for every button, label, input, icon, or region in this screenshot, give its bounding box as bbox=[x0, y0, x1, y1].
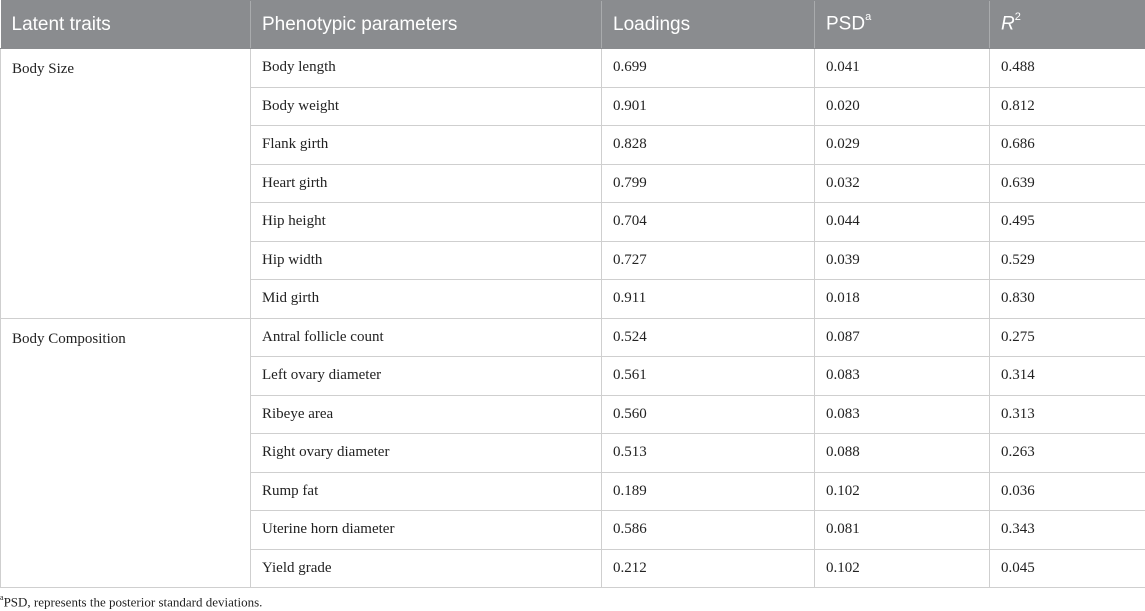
loading-cell: 0.524 bbox=[602, 318, 815, 357]
psd-cell: 0.018 bbox=[815, 280, 990, 319]
table-row bbox=[1, 49, 1145, 88]
parameter-cell: Rump fat bbox=[251, 472, 602, 511]
table-body bbox=[1, 49, 1145, 588]
header-psd-label: PSD bbox=[826, 13, 866, 35]
psd-cell: 0.083 bbox=[815, 357, 990, 396]
loading-cell: 0.189 bbox=[602, 472, 815, 511]
loading-cell: 0.561 bbox=[602, 357, 815, 396]
table-header bbox=[1, 1, 1145, 49]
loading-cell: 0.911 bbox=[602, 280, 815, 319]
latent-trait-cell: Body Composition bbox=[1, 318, 251, 588]
header-r2-label: R bbox=[1001, 13, 1015, 35]
psd-cell: 0.032 bbox=[815, 164, 990, 203]
footnote-text: PSD, represents the posterior standard deviations. bbox=[3, 594, 263, 610]
header-psd bbox=[815, 1, 990, 49]
psd-cell: 0.087 bbox=[815, 318, 990, 357]
header-r2 bbox=[990, 1, 1145, 49]
loading-cell: 0.586 bbox=[602, 511, 815, 550]
header-r2-exponent: 2 bbox=[1014, 11, 1021, 24]
psd-cell: 0.029 bbox=[815, 126, 990, 165]
parameter-cell: Right ovary diameter bbox=[251, 434, 602, 473]
table-row bbox=[1, 318, 1145, 357]
loading-cell: 0.704 bbox=[602, 203, 815, 242]
r2-cell: 0.812 bbox=[990, 87, 1145, 126]
parameter-cell: Hip width bbox=[251, 241, 602, 280]
psd-cell: 0.041 bbox=[815, 49, 990, 88]
psd-cell: 0.088 bbox=[815, 434, 990, 473]
parameter-cell: Mid girth bbox=[251, 280, 602, 319]
parameter-cell: Flank girth bbox=[251, 126, 602, 165]
r2-cell: 0.488 bbox=[990, 49, 1145, 88]
psd-cell: 0.020 bbox=[815, 87, 990, 126]
table-footnote bbox=[0, 594, 262, 610]
r2-cell: 0.036 bbox=[990, 472, 1145, 511]
parameter-cell: Left ovary diameter bbox=[251, 357, 602, 396]
loading-cell: 0.513 bbox=[602, 434, 815, 473]
loading-cell: 0.828 bbox=[602, 126, 815, 165]
parameter-cell: Hip height bbox=[251, 203, 602, 242]
parameter-cell: Body weight bbox=[251, 87, 602, 126]
r2-cell: 0.495 bbox=[990, 203, 1145, 242]
latent-trait-cell: Body Size bbox=[1, 49, 251, 319]
psd-cell: 0.039 bbox=[815, 241, 990, 280]
parameter-cell: Heart girth bbox=[251, 164, 602, 203]
header-loadings: Loadings bbox=[602, 1, 815, 49]
parameter-cell: Yield grade bbox=[251, 549, 602, 588]
r2-cell: 0.686 bbox=[990, 126, 1145, 165]
header-psd-footnote-mark: a bbox=[865, 11, 872, 24]
r2-cell: 0.045 bbox=[990, 549, 1145, 588]
loading-cell: 0.560 bbox=[602, 395, 815, 434]
r2-cell: 0.313 bbox=[990, 395, 1145, 434]
header-phenotypic-parameters: Phenotypic parameters bbox=[251, 1, 602, 49]
header-row bbox=[1, 1, 1145, 49]
psd-cell: 0.102 bbox=[815, 472, 990, 511]
parameter-cell: Uterine horn diameter bbox=[251, 511, 602, 550]
header-latent-traits: Latent traits bbox=[1, 1, 251, 49]
loading-cell: 0.901 bbox=[602, 87, 815, 126]
r2-cell: 0.639 bbox=[990, 164, 1145, 203]
r2-cell: 0.275 bbox=[990, 318, 1145, 357]
loading-cell: 0.799 bbox=[602, 164, 815, 203]
loading-cell: 0.699 bbox=[602, 49, 815, 88]
r2-cell: 0.529 bbox=[990, 241, 1145, 280]
parameter-cell: Body length bbox=[251, 49, 602, 88]
r2-cell: 0.314 bbox=[990, 357, 1145, 396]
r2-cell: 0.263 bbox=[990, 434, 1145, 473]
r2-cell: 0.830 bbox=[990, 280, 1145, 319]
footnote-mark: a bbox=[0, 593, 4, 602]
loading-cell: 0.212 bbox=[602, 549, 815, 588]
psd-cell: 0.081 bbox=[815, 511, 990, 550]
psd-cell: 0.102 bbox=[815, 549, 990, 588]
parameter-cell: Antral follicle count bbox=[251, 318, 602, 357]
psd-cell: 0.083 bbox=[815, 395, 990, 434]
loading-cell: 0.727 bbox=[602, 241, 815, 280]
r2-cell: 0.343 bbox=[990, 511, 1145, 550]
psd-cell: 0.044 bbox=[815, 203, 990, 242]
parameter-cell: Ribeye area bbox=[251, 395, 602, 434]
